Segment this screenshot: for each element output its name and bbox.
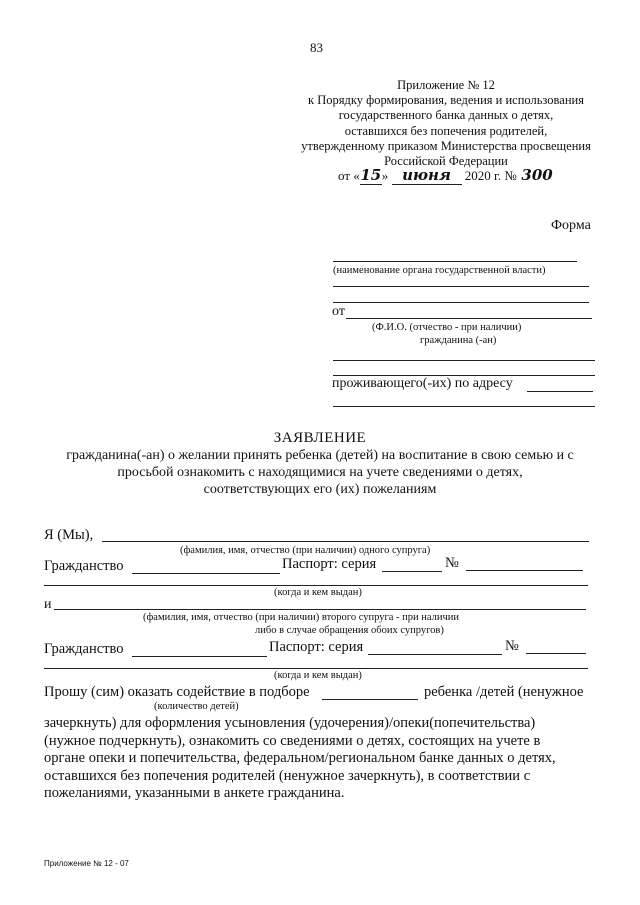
spouse2-caption-2: либо в случае обращения обоих супругов) — [255, 625, 444, 636]
passport-series-label: Паспорт: серия — [282, 556, 377, 572]
applicant-name-line[interactable] — [346, 318, 592, 319]
spouse1-name-line[interactable] — [102, 541, 589, 542]
request-start: Прошу (сим) оказать содействие в подборе — [44, 684, 310, 700]
page-number: 83 — [310, 40, 323, 55]
footer-note: Приложение № 12 - 07 — [44, 859, 129, 868]
fio-caption-2: гражданина (-ан) — [420, 335, 497, 346]
passport1-series-line[interactable] — [382, 571, 442, 572]
fio-caption: (Ф.И.О. (отчество - при наличии) — [372, 322, 522, 333]
subtitle-line: просьбой ознакомить с находящимися на учете сведениями о детях, — [117, 465, 523, 480]
citizenship-label-2: Гражданство — [44, 641, 124, 657]
spouse2-caption: (фамилия, имя, отчество (при наличии) второго супруга - при наличии — [143, 612, 460, 623]
passport1-issued-line[interactable] — [44, 585, 588, 586]
appendix-line: Российской Федерации — [384, 154, 508, 169]
order-number: 300 — [521, 166, 553, 184]
citizenship1-line[interactable] — [132, 573, 280, 574]
org-name-line-2[interactable] — [333, 286, 589, 287]
passport2-series-line[interactable] — [368, 654, 502, 655]
spouse1-caption: (фамилия, имя, отчество (при наличии) одного супруга) — [180, 545, 431, 556]
date-prefix: от « — [338, 168, 360, 183]
issued-caption: (когда и кем выдан) — [274, 587, 362, 598]
applicant-name-line-2[interactable] — [333, 360, 595, 361]
passport2-number-line[interactable] — [526, 653, 586, 654]
appendix-line: государственного банка данных о детях, — [338, 108, 554, 123]
date-month: июня — [392, 166, 462, 185]
we-label: Я (Мы), — [44, 527, 94, 543]
org-name-caption: (наименование органа государственной власти) — [333, 265, 546, 276]
children-count-caption: (количество детей) — [154, 701, 239, 712]
issued-caption-2: (когда и кем выдан) — [274, 670, 362, 681]
children-count-line[interactable] — [322, 699, 418, 700]
appendix-line: к Порядку формирования, ведения и использования — [308, 93, 584, 108]
subtitle-line: соответствующих его (их) пожеланиям — [203, 482, 437, 497]
appendix-line: утвержденному приказом Министерства просвещения — [301, 138, 591, 153]
passport-number-label-2: № — [505, 638, 519, 654]
date-day: 15 — [360, 166, 382, 184]
paragraph-line: зачеркнуть) для оформления усыновления (удочерения)/опеки(попечительства) — [44, 715, 536, 731]
appendix-block — [290, 78, 602, 169]
passport1-number-line[interactable] — [466, 570, 583, 571]
paragraph-line: пожеланиями, указанными в анкете гражданина. — [44, 785, 345, 801]
date-year: 2020 г. № — [464, 168, 517, 183]
form-label: Форма — [551, 218, 591, 233]
passport2-issued-line[interactable] — [44, 668, 588, 669]
address-label: проживающего(-их) по адресу — [332, 376, 513, 391]
citizenship2-line[interactable] — [132, 656, 267, 657]
paragraph-line: органе опеки и попечительства, федеральном/региональном банке данных о детях, — [44, 750, 556, 766]
org-name-line-3[interactable] — [333, 302, 589, 303]
request-end: ребенка /детей (ненужное — [424, 684, 584, 700]
request-paragraph — [44, 715, 597, 803]
org-name-line[interactable] — [333, 261, 577, 262]
appendix-line: Приложение № 12 — [397, 78, 495, 92]
subtitle-line: гражданина(-ан) о желании принять ребенка (детей) на воспитание в свою семью и с — [66, 448, 574, 463]
address-line[interactable] — [527, 391, 593, 392]
and-label: и — [44, 597, 52, 612]
approval-date — [338, 166, 554, 185]
spouse2-name-line[interactable] — [54, 609, 586, 610]
passport-number-label: № — [445, 555, 459, 571]
appendix-line: оставшихся без попечения родителей, — [344, 123, 548, 138]
document-title: ЗАЯВЛЕНИЕ — [273, 430, 367, 446]
paragraph-line: оставшихся без попечения родителей (ненужное зачеркнуть), в соответствии с — [44, 767, 531, 784]
citizenship-label: Гражданство — [44, 558, 124, 574]
paragraph-line: (нужное подчеркнуть), ознакомить со сведениями о детях, состоящих на учете в — [44, 732, 541, 749]
from-label: от — [332, 304, 345, 319]
passport-series-label-2: Паспорт: серия — [269, 639, 364, 655]
address-line-2[interactable] — [333, 406, 595, 407]
document-subtitle — [30, 447, 610, 498]
date-mid: » — [381, 168, 389, 183]
